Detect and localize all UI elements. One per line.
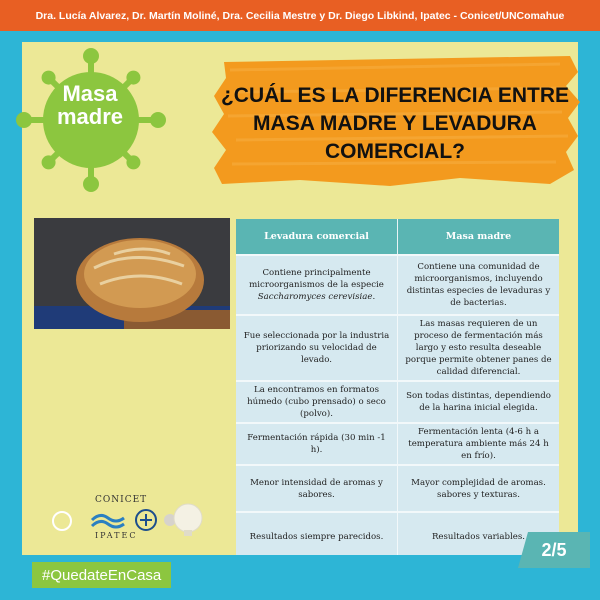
conicet-logo-text: CONICET (95, 495, 148, 505)
table-cell: Mayor complejidad de aromas. sabores y texturas. (398, 465, 560, 512)
column-header-masa-madre: Masa madre (398, 219, 560, 255)
table-cell: Fermentación lenta (4-6 h a temperatura ambiente más 24 h en frío). (398, 423, 560, 465)
column-header-levadura: Levadura comercial (236, 219, 398, 255)
table-cell: Contiene una comunidad de microorganismos, incluyendo distintas especies de levaduras y de bacterias. (398, 255, 560, 315)
authors-text: Dra. Lucía Alvarez, Dr. Martín Moliné, Dra. Cecilia Mestre y Dr. Diego Libkind, Ipatec - Conicet/UNComahue (35, 9, 565, 22)
table-cell: Resultados siempre parecidos. (236, 512, 398, 560)
ipatec-logo-text: IPATEC (95, 531, 138, 540)
comparison-table (236, 219, 559, 560)
table-cell: Menor intensidad de aromas y sabores. (236, 465, 398, 512)
page-number: 2/5 (541, 540, 567, 560)
table-cell: La encontramos en formatos húmedo (cubo prensado) o seco (polvo). (236, 381, 398, 423)
circle-decoration (52, 511, 72, 531)
table-cell: Contiene principalmente microorganismos de la especie Saccharomyces cerevisiae. (236, 255, 398, 315)
hashtag-badge: #QuedateEnCasa (32, 562, 171, 588)
table-cell: Son todas distintas, dependiendo de la harina inicial elegida. (398, 381, 560, 423)
table-cell: Fue seleccionada por la industria priorizando su velocidad de levado. (236, 315, 398, 381)
topic-badge-label: Masa madre (56, 81, 124, 129)
authors-bar (0, 0, 600, 31)
table-cell: Las masas requieren de un proceso de fermentación más largo y esto resulta deseable porque permite obtener panes de calidad diferencial. (398, 315, 560, 381)
page-title: ¿CUÁL ES LA DIFERENCIA ENTRE MASA MADRE Y LEVADURA COMERCIAL? (220, 84, 570, 163)
table-cell: Fermentación rápida (30 min -1 h). (236, 423, 398, 465)
bread-photo (34, 218, 230, 329)
table-cell: Resultados variables. (398, 512, 560, 560)
